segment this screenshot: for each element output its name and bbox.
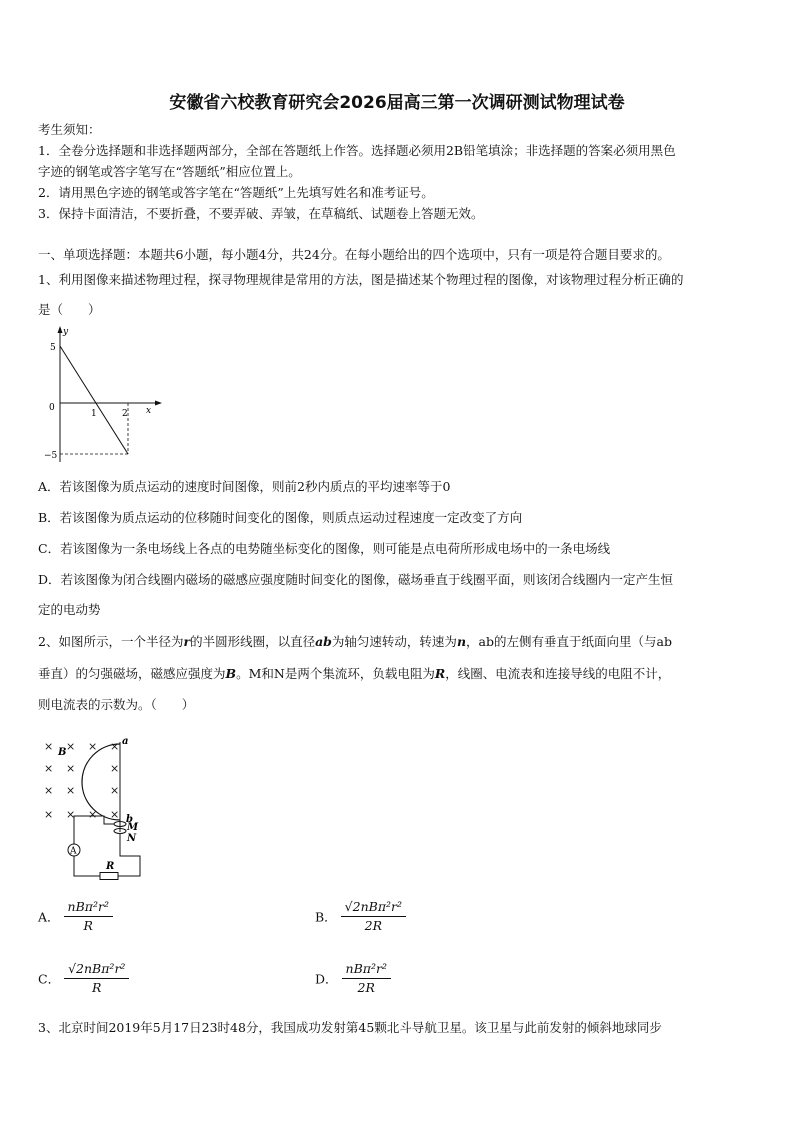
q1-option-b: B．若该图像为质点运动的位移随时间变化的图像，则质点运动过程速度一定改变了方向 [38,510,523,525]
resistor-label: R [106,861,115,872]
q2-text: 为轴匀速转动，转速为 [331,634,457,649]
fraction-numerator: nBπ²r² [342,960,391,979]
field-cross: × [44,762,54,775]
q2-text: 。M和N是两个集流环，负载电阻为 [236,666,435,681]
option-fraction [341,898,406,935]
notice-item: 1．全卷分选择题和非选择题两部分，全部在答题纸上作答。选择题必须用2B铅笔填涂；非选择题的答案必须用黑色 [38,143,676,158]
option-label: A． [38,909,60,925]
field-label-b: B [58,747,67,758]
field-cross: × [66,740,76,753]
graph-tick-0: 0 [49,403,55,413]
field-cross: × [110,784,120,797]
graph-tick-1: 1 [91,409,97,419]
q1-option-d-cont: 定的电动势 [38,602,101,617]
q2-var-n: n [456,634,467,649]
option-fraction [342,960,391,997]
field-cross: × [110,762,120,775]
fraction-denominator: 2R [357,980,375,995]
q2-option-b [315,898,406,935]
q2-text: ，线圈、电流表和连接导线的电阻不计， [445,666,671,681]
graph-tick-2: 2 [122,409,128,419]
option-fraction [64,960,129,997]
q2-option-d [315,960,391,997]
graph-x-label: x [146,406,152,416]
q1-graph [38,322,168,467]
q2-option-c [38,960,129,997]
ring-label-n: N [127,833,137,844]
q1-option-d: D．若该图像为闭合线圈内磁场的磁感应强度随时间变化的图像，磁场垂直于线圈平面，则该闭合线圈内一定产生恒 [38,572,674,587]
q3-stem: 3、北京时间2019年5月17日23时48分，我国成功发射第45颗北斗导航卫星。该卫星与此前发射的倾斜地球同步 [38,1020,662,1035]
graph-tick-neg5: −5 [44,451,58,461]
notice-item: 字迹的钢笔或答字笔写在“答题纸”相应位置上。 [38,164,301,179]
q2-circuit-figure [38,732,156,882]
q1-stem: 1、利用图像来描述物理过程，探寻物理规律是常用的方法，图是描述某个物理过程的图像，对该物理过程分析正确的 [38,272,684,287]
notice-heading: 考生须知： [38,122,101,137]
page-title: 安徽省六校教育研究会2026届高三第一次调研测试物理试卷 [169,93,625,113]
field-cross: × [66,808,76,821]
field-cross: × [44,740,54,753]
ammeter-label: A [70,846,77,857]
point-label-b: b [126,814,133,825]
field-cross: × [88,740,98,753]
fraction-denominator: R [83,918,93,933]
option-fraction [64,898,113,935]
q2-text: 垂直）的匀强磁场，磁感应强度为 [38,666,226,681]
fraction-numerator: √2nBπ²r² [64,960,129,979]
q2-var-r: r [183,634,191,649]
graph-tick-5: 5 [50,343,56,353]
q2-text: 的半圆形线圈，以直径 [190,634,316,649]
q1-option-c: C．若该图像为一条电场线上各点的电势随坐标变化的图像，则可能是点电荷所形成电场中的一条电场线 [38,541,611,556]
fraction-denominator: 2R [364,918,383,933]
field-cross: × [110,808,120,821]
fraction-numerator: nBπ²r² [64,898,113,917]
field-cross: × [44,784,54,797]
option-label: C． [38,971,61,987]
graph-y-label: y [63,327,69,337]
q2-var-r-load: R [434,666,446,681]
field-cross: × [66,784,76,797]
q2-var-ab: ab [315,634,332,649]
section-heading: 一、单项选择题：本题共6小题，每小题4分，共24分。在每小题给出的四个选项中，只有一项是符合题目要求的。 [38,247,670,262]
point-label-a: a [122,736,129,747]
q1-stem-cont: 是（ ） [38,302,101,317]
q2-stem-cont [38,664,670,684]
fraction-numerator: √2nBπ²r² [341,898,406,917]
q2-option-a [38,898,113,935]
field-cross: × [66,762,76,775]
q2-text: 2、如图所示，一个半径为 [38,634,184,649]
q2-stem [38,632,672,652]
field-cross: × [44,808,54,821]
notice-item: 3．保持卡面清洁，不要折叠，不要弄破、弄皱，在草稿纸、试题卷上答题无效。 [38,206,484,221]
q1-option-a: A．若该图像为质点运动的速度时间图像，则前2秒内质点的平均速率等于0 [38,479,451,494]
field-cross: × [88,808,98,821]
option-label: B． [315,909,337,925]
ring-label-m: M [127,822,139,833]
q2-stem-end: 则电流表的示数为。（ ） [38,697,195,712]
fraction-denominator: R [92,980,102,995]
q2-var-b: B [225,666,237,681]
option-label: D． [315,971,338,987]
notice-item: 2．请用黑色字迹的钢笔或答字笔在“答题纸”上先填写姓名和准考证号。 [38,185,434,200]
q2-text: ，ab的左侧有垂直于纸面向里（与ab [466,634,672,649]
field-cross: × [110,740,120,753]
